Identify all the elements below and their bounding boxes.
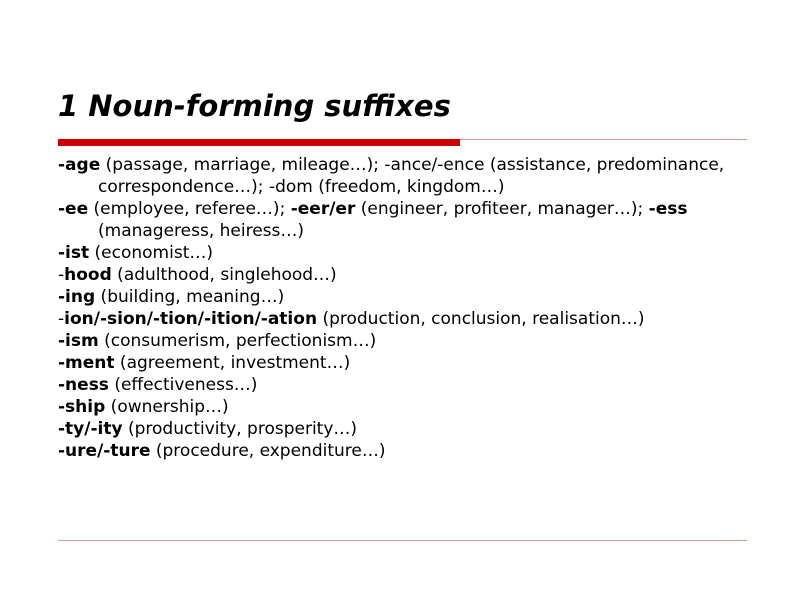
suffix-entry [58, 242, 758, 264]
suffix-examples: (agreement, investment…) [114, 353, 351, 373]
suffix-entry [58, 374, 758, 396]
suffix-examples: (consumerism, perfectionism…) [98, 331, 377, 351]
suffix-term: -ship [58, 397, 106, 417]
suffix-list [58, 154, 758, 462]
suffix-entry [58, 440, 758, 462]
suffix-term: ion/-sion/-tion/-ition/-ation [64, 309, 318, 329]
slide-title: 1 Noun-forming suffixes [58, 89, 451, 123]
suffix-examples: (procedure, expenditure…) [150, 441, 386, 461]
suffix-examples: (effectiveness…) [108, 375, 258, 395]
suffix-term: -eer/er [290, 199, 356, 219]
suffix-examples: - [58, 265, 65, 285]
suffix-entry [58, 308, 758, 330]
suffix-examples: (adulthood, singlehood…) [111, 265, 337, 285]
suffix-entry [58, 198, 758, 242]
suffix-term: -ure/-ture [58, 441, 151, 461]
suffix-examples: (building, meaning…) [95, 287, 285, 307]
suffix-entry [58, 396, 758, 418]
suffix-entry [58, 330, 758, 352]
suffix-term: -ess [648, 199, 688, 219]
suffix-entry [58, 154, 758, 198]
suffix-examples: (passage, marriage, mileage…); -ance/-ence (assistance, predominance, correspondence…); -dom (freedom, kingdom…) [98, 155, 725, 197]
suffix-examples: (engineer, profiteer, manager…); [355, 199, 649, 219]
suffix-examples: (economist…) [89, 243, 213, 263]
suffix-examples: (employee, referee…); [88, 199, 291, 219]
suffix-term: -ist [58, 243, 90, 263]
title-accent-bar [58, 139, 460, 146]
suffix-term: -ing [58, 287, 96, 307]
suffix-examples: (ownership…) [105, 397, 229, 417]
suffix-entry [58, 352, 758, 374]
suffix-term: hood [64, 265, 112, 285]
suffix-examples: - [58, 309, 65, 329]
suffix-term: -age [58, 155, 101, 175]
suffix-entry [58, 286, 758, 308]
suffix-entry [58, 418, 758, 440]
title-divider-line [460, 139, 747, 140]
suffix-examples: (production, conclusion, realisation…) [317, 309, 645, 329]
suffix-term: -ism [58, 331, 99, 351]
suffix-term: -ness [58, 375, 109, 395]
suffix-term: -ty/-ity [58, 419, 123, 439]
footer-divider-line [58, 540, 747, 541]
suffix-term: -ment [58, 353, 115, 373]
suffix-examples: (productivity, prosperity…) [122, 419, 358, 439]
suffix-entry [58, 264, 758, 286]
suffix-examples: (manageress, heiress…) [98, 221, 305, 241]
suffix-term: -ee [58, 199, 89, 219]
